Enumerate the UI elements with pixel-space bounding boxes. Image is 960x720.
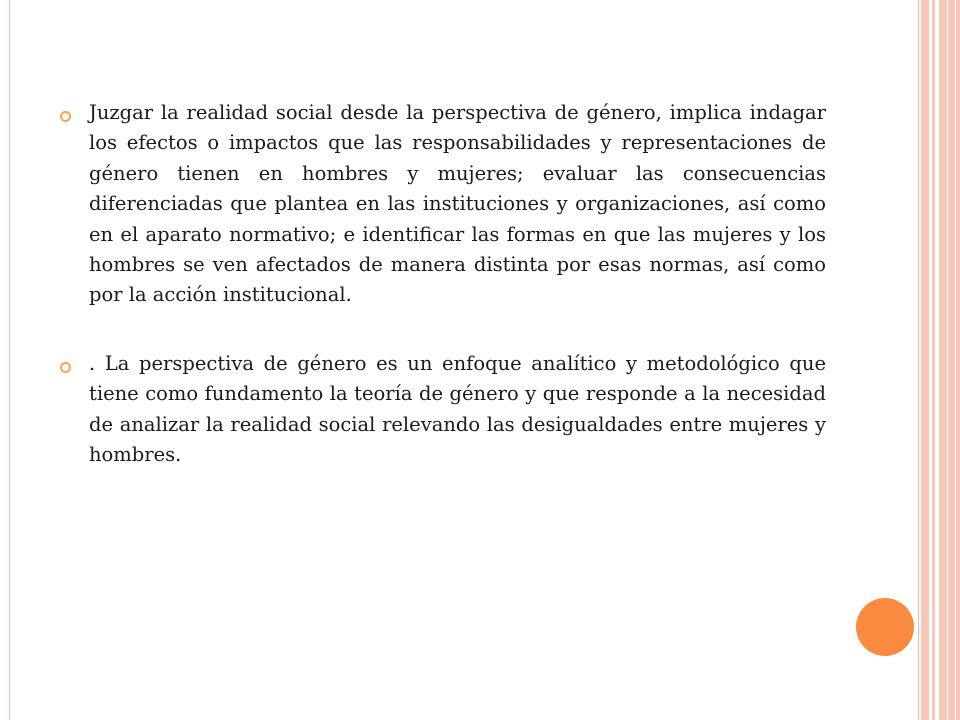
right-stripe [939,0,960,720]
decorative-circle [856,598,914,656]
bullet-circle-icon [60,362,71,373]
slide-content [60,98,826,508]
bullet-text: Juzgar la realidad social desde la perspectiva de género, implica indagar los efectos o impactos que las responsabilidades y representaciones de género tienen en hombres y mujeres; evaluar las consecuencias diferenciadas que plantea en las instituciones y organizaciones, así como en el aparato normativo; e identificar las formas en que las mujeres y los hombres se ven afectados de manera distinta por esas normas, así como por la acción institucional. [89,101,826,307]
right-stripe [955,0,956,720]
right-stripe [947,0,948,720]
right-stripe [921,0,929,720]
bullet-circle-icon [60,111,71,122]
bullet-item [60,98,826,311]
left-border-line [9,0,10,720]
bullet-text: . La perspectiva de género es un enfoque analítico y metodológico que tiene como fundamento la teoría de género y que responde a la necesidad de analizar la realidad social relevando las desigualdades entre mujeres y hombres. [89,351,826,467]
right-stripe [918,0,919,720]
bullet-item [60,349,826,471]
